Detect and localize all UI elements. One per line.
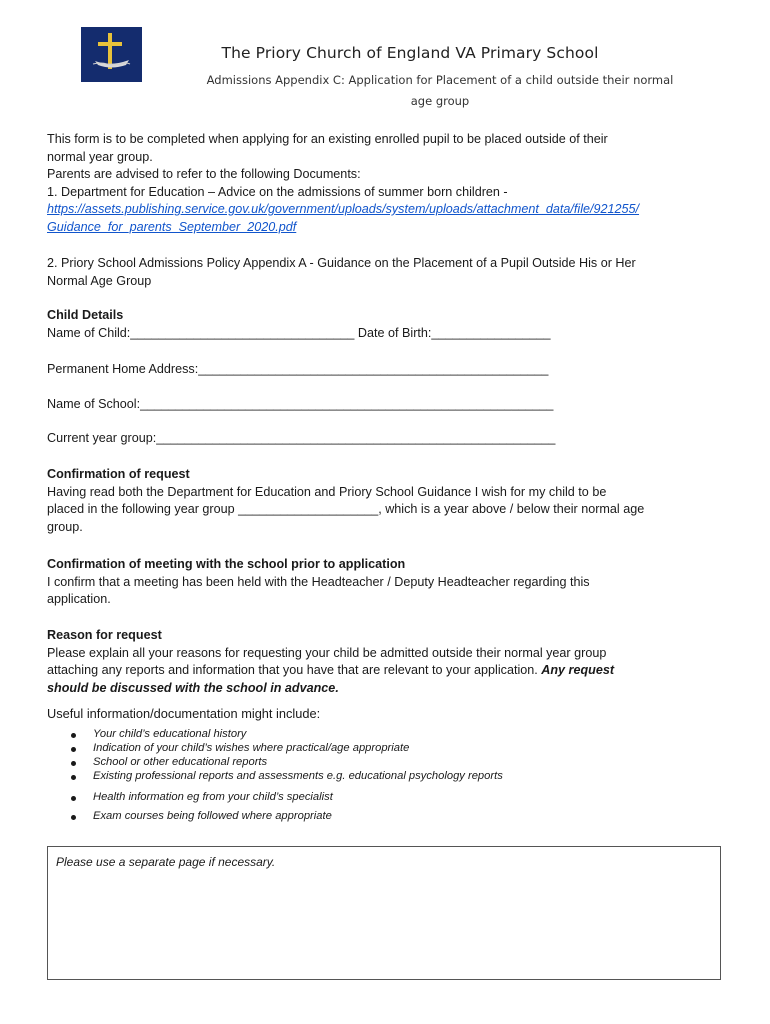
meeting-heading: Confirmation of meeting with the school prior to application — [47, 557, 406, 571]
reason-line: attaching any reports and information that you have that are relevant to your application. — [47, 663, 542, 677]
intro-line: Parents are advised to refer to the following Documents: — [47, 167, 361, 181]
reason-emphasis: should be discussed with the school in advance. — [47, 680, 339, 695]
confirmation-heading: Confirmation of request — [47, 467, 190, 481]
doc2-line: 2. Priory School Admissions Policy Appendix A - Guidance on the Placement of a Pupil Outside His or Her — [47, 256, 636, 270]
useful-info-intro: Useful information/documentation might include: — [47, 706, 321, 721]
year-group-request-field[interactable]: placed in the following year group ____________________, which is a year above / below their normal age — [47, 502, 645, 516]
confirmation-section — [47, 466, 737, 536]
document-title: The Priory Church of England VA Primary School — [221, 44, 599, 62]
subtitle-line: Admissions Appendix C: Application for Placement of a child outside their normal — [206, 73, 674, 87]
dfe-guidance-link[interactable]: https://assets.publishing.service.gov.uk/government/uploads/system/uploads/attachment_data/file/921255/ — [47, 202, 640, 216]
meeting-line: application. — [47, 592, 111, 606]
school-name-field[interactable]: Name of School:___________________________________________________________ — [47, 397, 554, 411]
meeting-line: I confirm that a meeting has been held with the Headteacher / Deputy Headteacher regarding this — [47, 574, 590, 589]
dfe-guidance-link-continued[interactable]: Guidance_for_parents_September_2020.pdf — [47, 219, 297, 234]
doc2-line: Normal Age Group — [47, 273, 152, 288]
reason-emphasis: Any request — [541, 663, 615, 677]
intro-section — [47, 131, 737, 236]
current-year-group-field[interactable]: Current year group:_________________________________________________________ — [47, 431, 556, 445]
intro-line: 1. Department for Education – Advice on the admissions of summer born children - — [47, 184, 508, 199]
intro-line: This form is to be completed when applying for an existing enrolled pupil to be placed outside of their — [47, 132, 608, 146]
subtitle-line: age group — [410, 94, 470, 108]
meeting-section — [47, 556, 737, 609]
home-address-field[interactable]: Permanent Home Address:__________________________________________________ — [47, 362, 549, 376]
confirmation-line: group. — [47, 519, 83, 534]
reason-section — [47, 627, 737, 697]
child-details-section — [47, 307, 737, 342]
doc2-section — [47, 255, 737, 290]
cross-ship-icon — [81, 27, 142, 82]
school-logo — [81, 27, 142, 82]
reason-heading: Reason for request — [47, 628, 162, 642]
document-subtitle — [180, 70, 700, 112]
intro-line: normal year group. — [47, 149, 153, 164]
reason-line: Please explain all your reasons for requesting your child be admitted outside their normal year group — [47, 645, 607, 660]
child-details-heading: Child Details — [47, 308, 124, 322]
reason-answer-box[interactable] — [47, 846, 721, 980]
child-name-dob-field[interactable]: Name of Child:________________________________ Date of Birth:_________________ — [47, 325, 551, 340]
answer-box-placeholder: Please use a separate page if necessary. — [56, 855, 276, 869]
confirmation-line: Having read both the Department for Education and Priory School Guidance I wish for my child to be — [47, 484, 607, 499]
